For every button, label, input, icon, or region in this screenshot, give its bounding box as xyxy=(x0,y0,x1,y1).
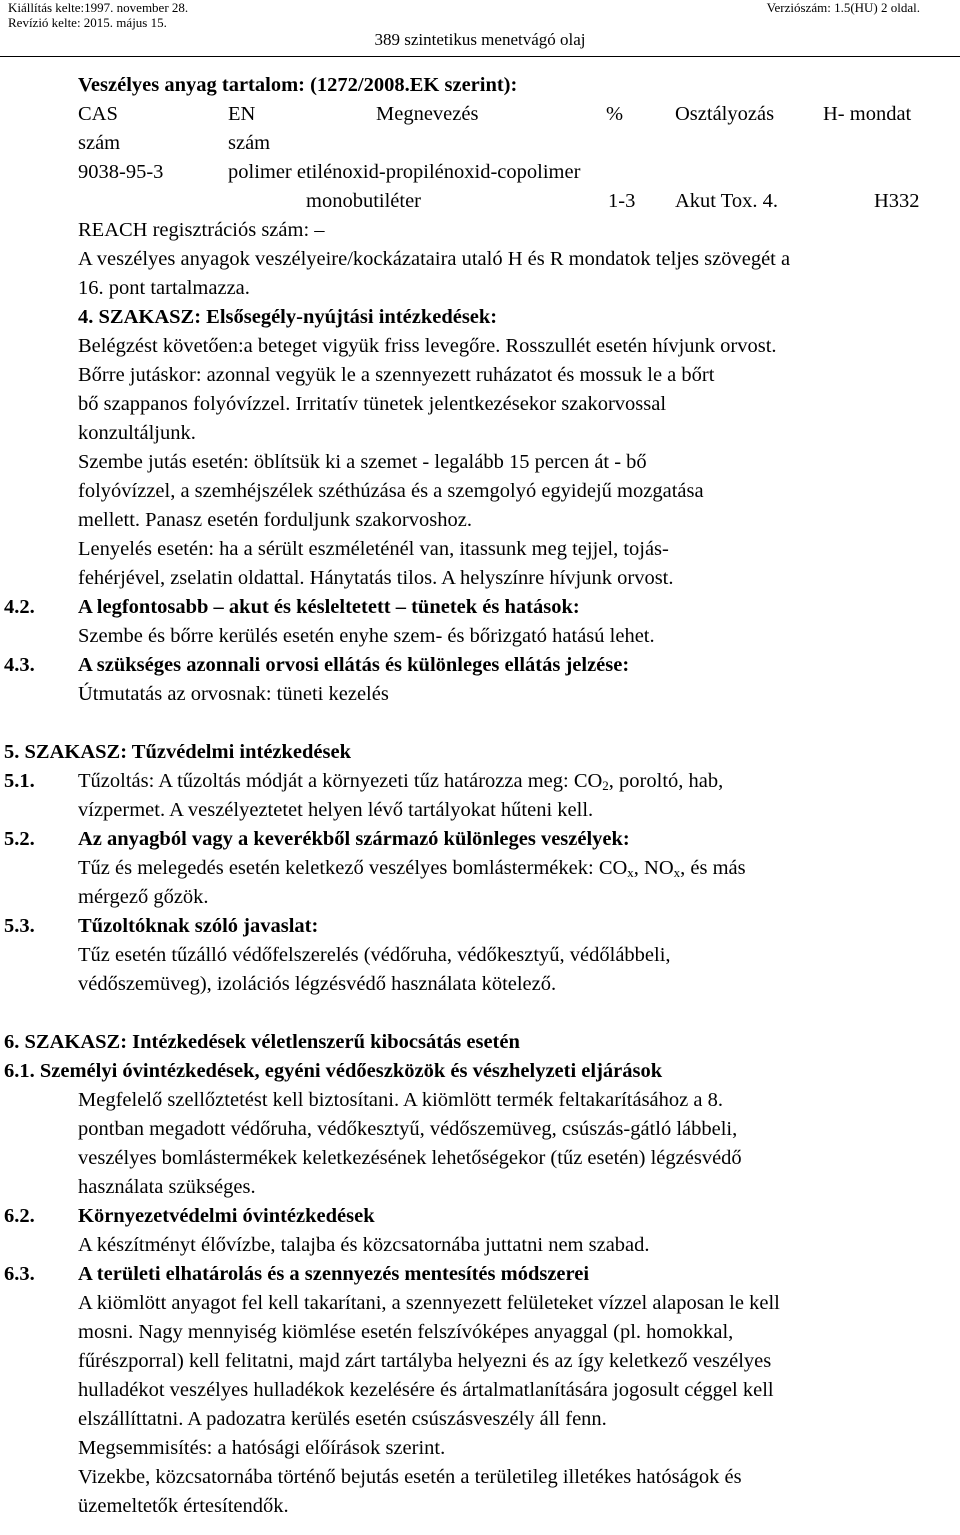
s63-line: elszállíttatni. A padozatra kerülés esetén csúszásveszély áll fenn. xyxy=(78,1408,607,1430)
section-4-2 xyxy=(4,593,958,651)
h-phrase-value: H332 xyxy=(874,190,920,212)
reach-number: REACH regisztrációs szám: – xyxy=(78,219,325,241)
hazard-table-header xyxy=(78,100,958,129)
percent-value: 1-3 xyxy=(608,190,636,212)
cas-number: 9038-95-3 xyxy=(78,161,164,183)
s4-line: bő szappanos folyóvízzel. Irritatív tünetek jelentkezésekor szakorvossal xyxy=(78,393,667,415)
s4-line: fehérjével, zselatin oldattal. Hánytatás tilos. A helyszínre hívjunk orvost. xyxy=(78,567,674,589)
section-6-2 xyxy=(4,1202,958,1260)
col-classification: Osztályozás xyxy=(675,103,775,125)
hazard-heading: Veszélyes anyag tartalom: (1272/2008.EK szerint): xyxy=(78,74,518,96)
s63-line: hulladékot veszélyes hulladékok kezelésére és ártalmatlanítására jogosult céggel kell xyxy=(78,1379,774,1401)
s53-line-1: Tűz esetén tűzálló védőfelszerelés (védőruha, védőkesztyű, védőlábbeli, xyxy=(78,944,671,966)
version-label: Verziószám: 1.5(HU) 2 oldal. xyxy=(766,0,920,15)
col-en: EN xyxy=(228,103,256,125)
s42-heading: A legfontosabb – akut és késleltetett – tünetek és hatások: xyxy=(78,596,580,618)
s63-heading: A területi elhatárolás és a szennyezés mentesítés módszerei xyxy=(78,1263,590,1285)
s42-number: 4.2. xyxy=(4,596,35,618)
s61-heading: 6.1. Személyi óvintézkedések, egyéni védőeszközök és vészhelyzeti eljárások xyxy=(4,1060,663,1082)
section-4-body xyxy=(78,332,958,593)
section-6-3 xyxy=(4,1260,958,1521)
s43-number: 4.3. xyxy=(4,654,35,676)
col-cas-2: szám xyxy=(78,132,121,154)
s62-number: 6.2. xyxy=(4,1205,35,1227)
section-5-3 xyxy=(4,912,958,999)
s4-line: Bőrre jutáskor: azonnal vegyük le a szennyezett ruházatot és mossuk le a bőrt xyxy=(78,364,715,386)
s4-line: Szembe jutás esetén: öblítsük ki a szemet - legalább 15 percen át - bő xyxy=(78,451,647,473)
s4-line: mellett. Panasz esetén forduljunk szakorvoshoz. xyxy=(78,509,472,531)
s53-heading: Tűzoltóknak szóló javaslat: xyxy=(78,915,319,937)
s53-line-2: védőszemüveg), izolációs légzésvédő használata kötelező. xyxy=(78,973,557,995)
s62-text: A készítményt élővízbe, talajba és közcsatornába juttatni nem szabad. xyxy=(78,1234,650,1256)
s63-number: 6.3. xyxy=(4,1263,35,1285)
s62-heading: Környezetvédelmi óvintézkedések xyxy=(78,1205,375,1227)
document-title: 389 szintetikus menetvágó olaj xyxy=(374,30,586,49)
s43-heading: A szükséges azonnali orvosi ellátás és különleges ellátás jelzése: xyxy=(78,654,630,676)
s51-line-2: vízpermet. A veszélyeztetet helyen lévő tartályokat hűteni kell. xyxy=(78,799,594,821)
s4-line: folyóvízzel, a szemhéjszélek széthúzása és a szemgolyó egyidejű mozgatása xyxy=(78,480,704,502)
issue-date: Kiállítás kelte:1997. november 28. xyxy=(8,0,189,15)
s43-text: Útmutatás az orvosnak: tüneti kezelés xyxy=(78,683,389,705)
col-name: Megnevezés xyxy=(376,103,479,125)
col-percent: % xyxy=(606,103,624,125)
s63-line: Vizekbe, közcsatornába történő bejutás esetén a területileg illetékes hatóságok és xyxy=(78,1466,742,1488)
s63-line: üzemeltetők értesítendők. xyxy=(78,1495,289,1517)
substance-name: polimer etilénoxid-propilénoxid-copolimer xyxy=(228,161,581,183)
header-left xyxy=(8,0,188,30)
s61-line: pontban megadott védőruha, védőkesztyű, védőszemüveg, csúszás-gátló lábbeli, xyxy=(78,1118,738,1140)
section-5 xyxy=(4,738,958,767)
section-5-2 xyxy=(4,825,958,912)
s63-line: Megsemmisítés: a hatósági előírások szerint. xyxy=(78,1437,446,1459)
s63-line: fűrészporral) kell felitatni, majd zárt tartályba helyezni és az így keletkező veszélyes xyxy=(78,1350,772,1372)
hazard-row xyxy=(78,158,958,187)
classification-value: Akut Tox. 4. xyxy=(675,190,778,212)
s4-line: konzultáljunk. xyxy=(78,422,196,444)
s51-number: 5.1. xyxy=(4,770,35,792)
s42-text: Szembe és bőrre kerülés esetén enyhe szem- és bőrizgató hatású lehet. xyxy=(78,625,655,647)
s61-line: veszélyes bomlástermékek keletkezésének lehetőségekor (tűz esetén) légzésvédő xyxy=(78,1147,742,1169)
s52-heading: Az anyagból vagy a keverékből származó különleges veszélyek: xyxy=(78,828,630,850)
substance-name-2: monobutiléter xyxy=(306,190,422,212)
revision-date: Revízió kelte: 2015. május 15. xyxy=(8,15,167,30)
s53-number: 5.3. xyxy=(4,915,35,937)
s52-number: 5.2. xyxy=(4,828,35,850)
section-4-3 xyxy=(4,651,958,709)
hazard-note-1: A veszélyes anyagok veszélyeire/kockázataira utaló H és R mondatok teljes szövegét a xyxy=(78,248,791,270)
s51-line-1: Tűzoltás: A tűzoltás módját a környezeti tűz határozza meg: $CO_2$, poroltó, hab, xyxy=(78,770,724,793)
header-divider xyxy=(0,56,960,57)
col-cas: CAS xyxy=(78,103,118,125)
s63-line: mosni. Nagy mennyiség kiömlése esetén felszívóképes anyaggal (pl. homokkal, xyxy=(78,1321,734,1343)
s4-line: Belégzést követően:a beteget vigyük friss levegőre. Rosszullét esetén hívjunk orvost. xyxy=(78,335,777,357)
s63-line: A kiömlött anyagot fel kell takarítani, a szennyezett felületeket vízzel alaposan le kell xyxy=(78,1292,780,1314)
hazard-table-header-2 xyxy=(78,129,958,158)
section-5-heading: 5. SZAKASZ: Tűzvédelmi intézkedések xyxy=(4,741,351,763)
hazard-note-2: 16. pont tartalmazza. xyxy=(78,277,250,299)
section-6-heading: 6. SZAKASZ: Intézkedések véletlenszerű kibocsátás esetén xyxy=(4,1031,520,1053)
hazard-row-2 xyxy=(78,187,958,216)
section-4-heading: 4. SZAKASZ: Elsősegély-nyújtási intézkedések: xyxy=(78,306,498,328)
s61-line: Megfelelő szellőztetést kell biztosítani. A kiömlött termék feltakarításához a 8. xyxy=(78,1089,723,1111)
s61-line: használata szükséges. xyxy=(78,1176,256,1198)
section-5-1 xyxy=(4,767,958,825)
col-h-phrase: H- mondat xyxy=(823,103,912,125)
s52-line-1: Tűz és melegedés esetén keletkező veszélyes bomlástermékek: $CO_x$, $NO_x$, és más xyxy=(78,857,746,880)
section-6 xyxy=(4,1028,958,1202)
s4-line: Lenyelés esetén: ha a sérült eszméleténél van, itassunk meg tejjel, tojás- xyxy=(78,538,669,560)
document-body xyxy=(4,71,958,1521)
col-en-2: szám xyxy=(228,132,271,154)
s52-line-2: mérgező gőzök. xyxy=(78,886,209,908)
